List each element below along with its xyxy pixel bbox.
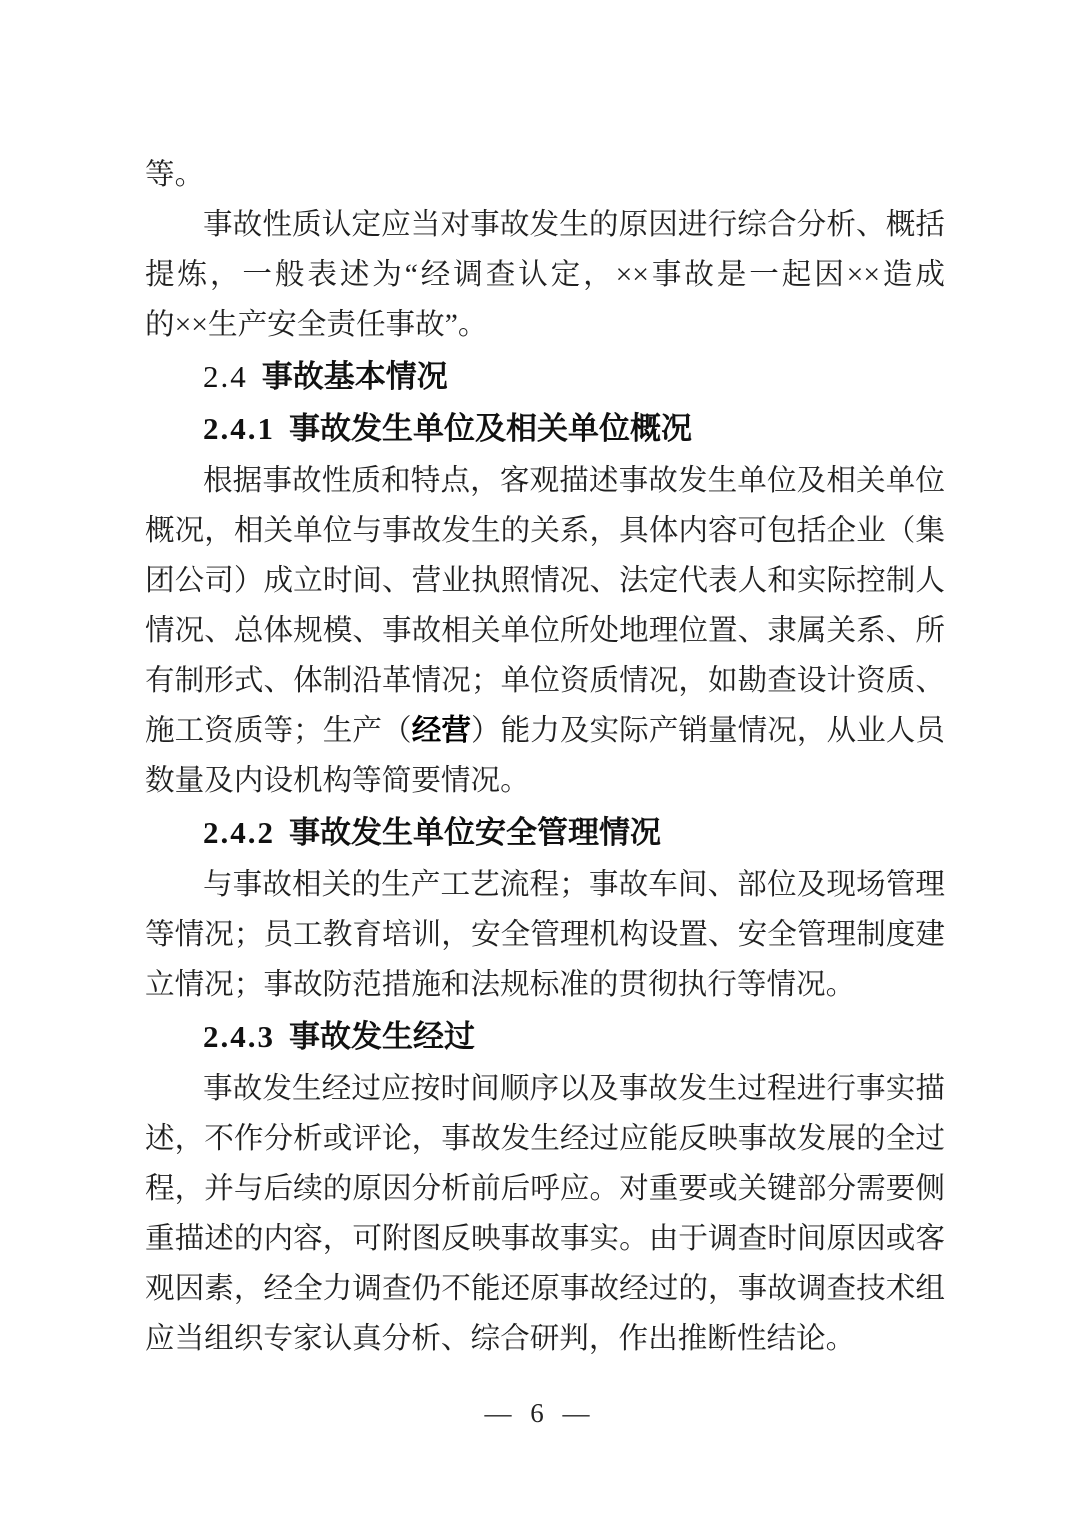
section-title: 事故发生单位安全管理情况	[289, 815, 661, 850]
page-number: — 6 —	[484, 1398, 596, 1428]
text-run: 程，并与后续的原因分析前后呼应。对重要或关键部分需要侧	[145, 1173, 945, 1205]
text-line	[145, 250, 945, 300]
paragraph	[145, 1064, 945, 1364]
text-line	[145, 860, 945, 910]
section-title: 事故发生经过	[289, 1019, 475, 1054]
text-run: 观因素，经全力调查仍不能还原事故经过的，事故调查技术组	[145, 1273, 945, 1305]
text-run: 根据事故性质和特点，客观描述事故发生单位及相关单位	[203, 465, 945, 497]
paragraph	[145, 860, 945, 1010]
paragraph	[145, 150, 945, 200]
text-line	[145, 1164, 945, 1214]
section-heading	[145, 808, 945, 858]
text-line	[145, 556, 945, 606]
page-footer	[0, 1398, 1080, 1429]
text-line	[145, 756, 945, 806]
section-number: 2.4	[203, 359, 248, 394]
text-line	[145, 706, 945, 756]
text-run: 有制形式、体制沿革情况；单位资质情况，如勘查设计资质、	[145, 665, 945, 697]
text-line	[145, 200, 945, 250]
text-run: 与事故相关的生产工艺流程；事故车间、部位及现场管理	[203, 869, 945, 901]
text-line	[145, 910, 945, 960]
text-run: 重描述的内容，可附图反映事故事实。由于调查时间原因或客	[145, 1223, 945, 1255]
text-run: 述，不作分析或评论，事故发生经过应能反映事故发展的全过	[145, 1123, 945, 1155]
text-run: 概况，相关单位与事故发生的关系，具体内容可包括企业（集	[145, 515, 945, 547]
text-run: 数量及内设机构等简要情况。	[145, 765, 530, 797]
text-run: ）能力及实际产销量情况，从业人员	[470, 715, 946, 747]
text-run: 事故性质认定应当对事故发生的原因进行综合分析、概括	[203, 209, 945, 241]
text-line	[145, 1064, 945, 1114]
text-line	[145, 656, 945, 706]
section-number: 2.4.2	[203, 815, 275, 850]
text-line	[145, 1264, 945, 1314]
text-line	[145, 960, 945, 1010]
text-run: 事故发生经过应按时间顺序以及事故发生过程进行事实描	[203, 1073, 945, 1105]
text-line	[145, 300, 945, 350]
text-line	[145, 1314, 945, 1364]
section-title: 事故基本情况	[261, 359, 448, 394]
text-run: 的××生产安全责任事故”。	[145, 309, 488, 341]
text-run: 应当组织专家认真分析、综合研判，作出推断性结论。	[145, 1323, 856, 1355]
text-run: 等情况；员工教育培训，安全管理机构设置、安全管理制度建	[145, 919, 945, 951]
bold-run: 经营	[411, 714, 471, 747]
text-line	[145, 506, 945, 556]
section-title: 事故发生单位及相关单位概况	[289, 411, 692, 446]
text-line	[145, 1114, 945, 1164]
text-run: 提炼，一般表述为“经调查认定，××事故是一起因××造成	[145, 259, 945, 291]
text-line	[145, 456, 945, 506]
text-line	[145, 150, 945, 200]
paragraph	[145, 200, 945, 350]
document-content	[145, 150, 945, 1364]
section-heading	[145, 404, 945, 454]
text-run: 团公司）成立时间、营业执照情况、法定代表人和实际控制人	[145, 565, 945, 597]
section-heading	[145, 352, 945, 402]
section-number: 2.4.3	[203, 1019, 275, 1054]
section-heading	[145, 1012, 945, 1062]
section-number: 2.4.1	[203, 411, 275, 446]
text-run: 施工资质等；生产（	[145, 715, 412, 747]
text-line	[145, 1214, 945, 1264]
text-line	[145, 606, 945, 656]
text-run: 情况、总体规模、事故相关单位所处地理位置、隶属关系、所	[145, 615, 945, 647]
text-run: 立情况；事故防范措施和法规标准的贯彻执行等情况。	[145, 969, 856, 1001]
paragraph	[145, 456, 945, 806]
text-run: 等。	[145, 159, 205, 191]
